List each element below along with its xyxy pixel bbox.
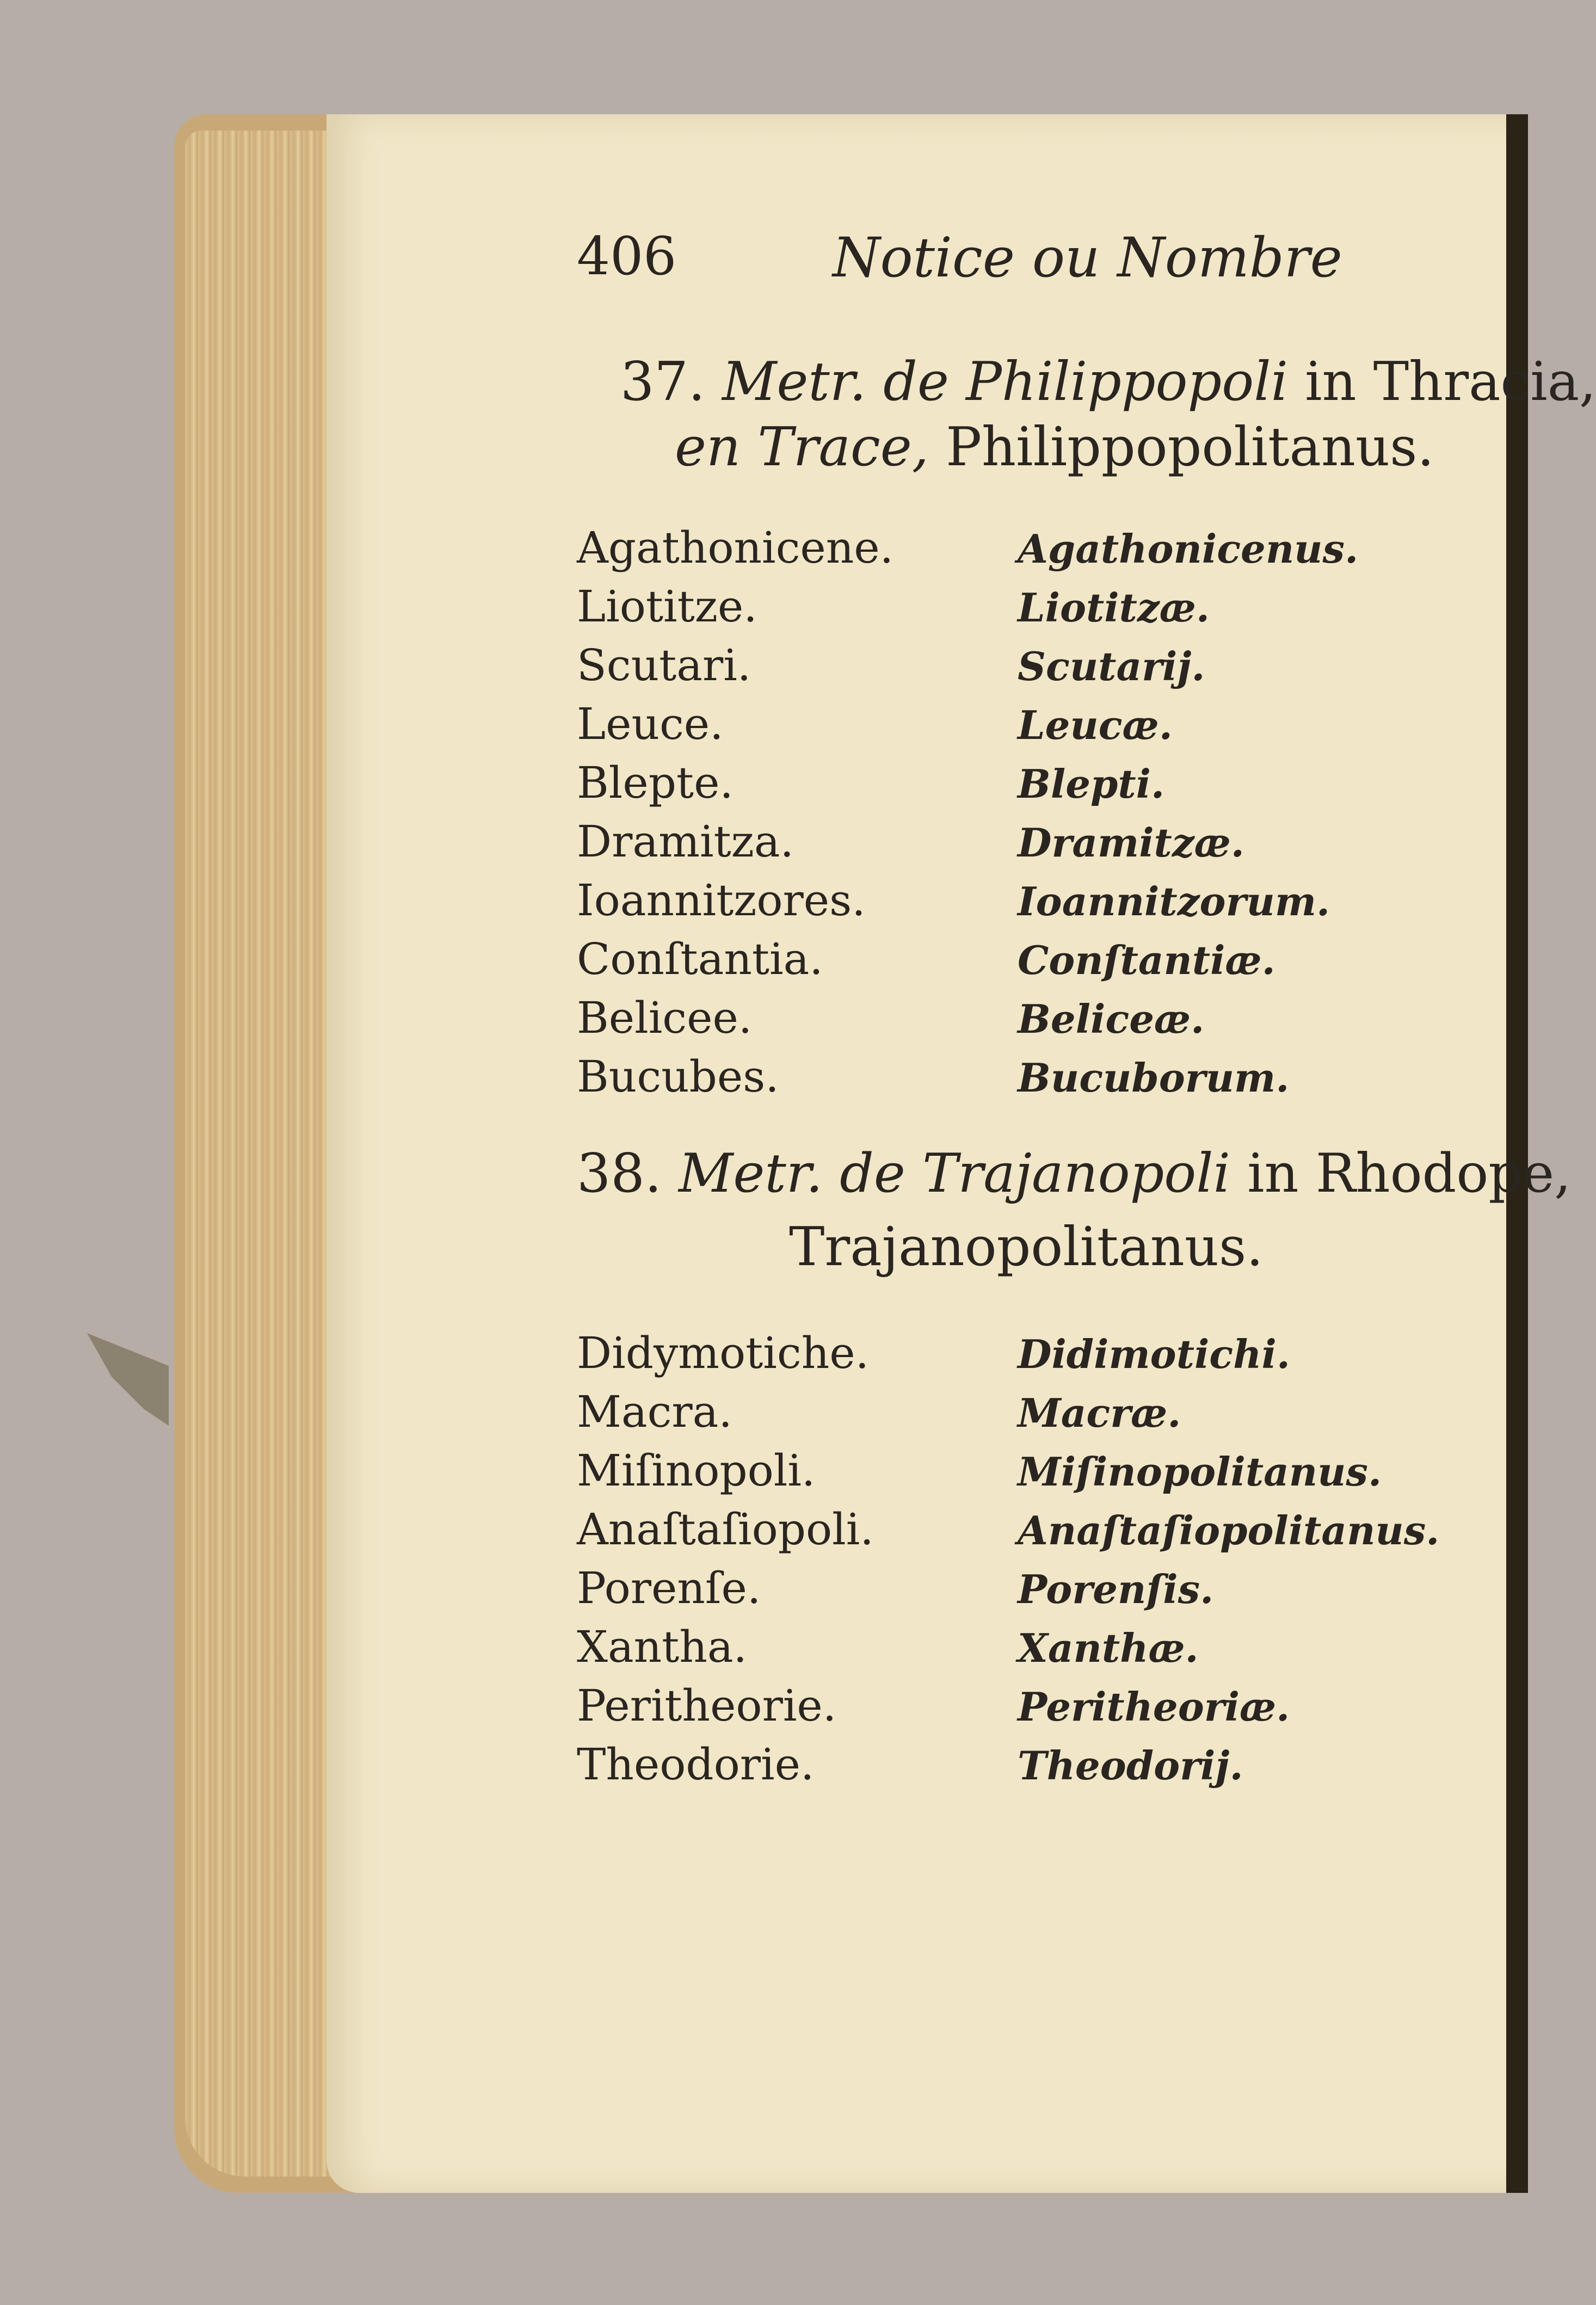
list-item	[577, 816, 1447, 875]
french-name: Anaſtaſiopoli.	[577, 1504, 874, 1555]
running-title: Notice ou Nombre	[833, 226, 1342, 289]
french-name: Bucubes.	[577, 1051, 779, 1102]
latin-name: Anaſtaſiopolitanus.	[1018, 1507, 1440, 1554]
bookmark-ribbon	[87, 1317, 169, 1426]
list-item	[577, 699, 1447, 757]
list-item	[577, 1739, 1447, 1798]
french-name: Ioannitzores.	[577, 875, 866, 926]
list-item	[577, 640, 1447, 699]
latin-name: Liotitzæ.	[1018, 584, 1210, 631]
french-name: Didymotiche.	[577, 1328, 869, 1378]
section-37-roman-b: Philippopolitanus.	[946, 416, 1434, 478]
french-name: Miſinopoli.	[577, 1445, 816, 1496]
french-name: Agathonicene.	[577, 522, 894, 573]
list-item	[577, 993, 1447, 1051]
latin-name: Bucuborum.	[1018, 1055, 1290, 1101]
list-item	[577, 1504, 1447, 1563]
latin-name: Macræ.	[1018, 1390, 1181, 1436]
list-item	[577, 1386, 1447, 1445]
latin-name: Conſtantiæ.	[1018, 937, 1275, 983]
french-name: Theodorie.	[577, 1739, 815, 1790]
latin-name: Porenſis.	[1018, 1566, 1214, 1612]
section-38-italic-a: Metr. de Trajanopoli	[679, 1143, 1230, 1205]
section-38-roman-a: in Rhodope,	[1247, 1143, 1572, 1205]
latin-name: Didimotichi.	[1018, 1331, 1290, 1377]
list-item	[577, 757, 1447, 816]
list-37	[577, 522, 1447, 1110]
french-name: Macra.	[577, 1386, 732, 1437]
page-number: 406	[577, 226, 677, 287]
latin-name: Ioannitzorum.	[1018, 878, 1330, 925]
french-name: Conſtantia.	[577, 934, 823, 984]
list-item	[577, 581, 1447, 640]
list-item	[577, 1328, 1447, 1386]
section-37-subheading	[675, 416, 1434, 478]
section-37-number: 37.	[620, 351, 705, 413]
page-edges	[185, 131, 348, 2177]
latin-name: Dramitzæ.	[1018, 819, 1244, 866]
list-item	[577, 1622, 1447, 1680]
french-name: Leuce.	[577, 699, 724, 749]
french-name: Belicee.	[577, 993, 753, 1043]
latin-name: Xanthæ.	[1018, 1625, 1199, 1671]
french-name: Liotitze.	[577, 581, 757, 632]
list-item	[577, 522, 1447, 581]
section-37-italic-a: Metr. de Philippopoli	[722, 351, 1288, 413]
section-38-roman-b: Trajanopolitanus.	[789, 1216, 1264, 1278]
list-item	[577, 1563, 1447, 1622]
list-item	[577, 1051, 1447, 1110]
list-item	[577, 1445, 1447, 1504]
list-38	[577, 1328, 1447, 1798]
section-37-roman-a: in Thracia,	[1305, 351, 1596, 413]
french-name: Porenſe.	[577, 1563, 761, 1613]
latin-name: Scutarij.	[1018, 643, 1205, 689]
list-item	[577, 934, 1447, 993]
section-38-subheading	[789, 1216, 1263, 1278]
latin-name: Leucæ.	[1018, 702, 1173, 748]
latin-name: Peritheoriæ.	[1018, 1684, 1290, 1730]
french-name: Peritheorie.	[577, 1680, 837, 1731]
section-38-heading	[577, 1143, 1571, 1205]
french-name: Xantha.	[577, 1622, 747, 1672]
latin-name: Blepti.	[1018, 761, 1165, 807]
section-37-heading	[620, 351, 1596, 413]
french-name: Dramitza.	[577, 816, 794, 867]
french-name: Scutari.	[577, 640, 751, 691]
latin-name: Theodorij.	[1018, 1742, 1243, 1789]
latin-name: Agathonicenus.	[1018, 526, 1359, 572]
latin-name: Miſinopolitanus.	[1018, 1449, 1382, 1495]
section-38-number: 38.	[577, 1143, 662, 1205]
french-name: Blepte.	[577, 757, 734, 808]
latin-name: Beliceæ.	[1018, 996, 1205, 1042]
list-item	[577, 1680, 1447, 1739]
section-37-italic-b: en Trace,	[675, 416, 929, 478]
list-item	[577, 875, 1447, 934]
